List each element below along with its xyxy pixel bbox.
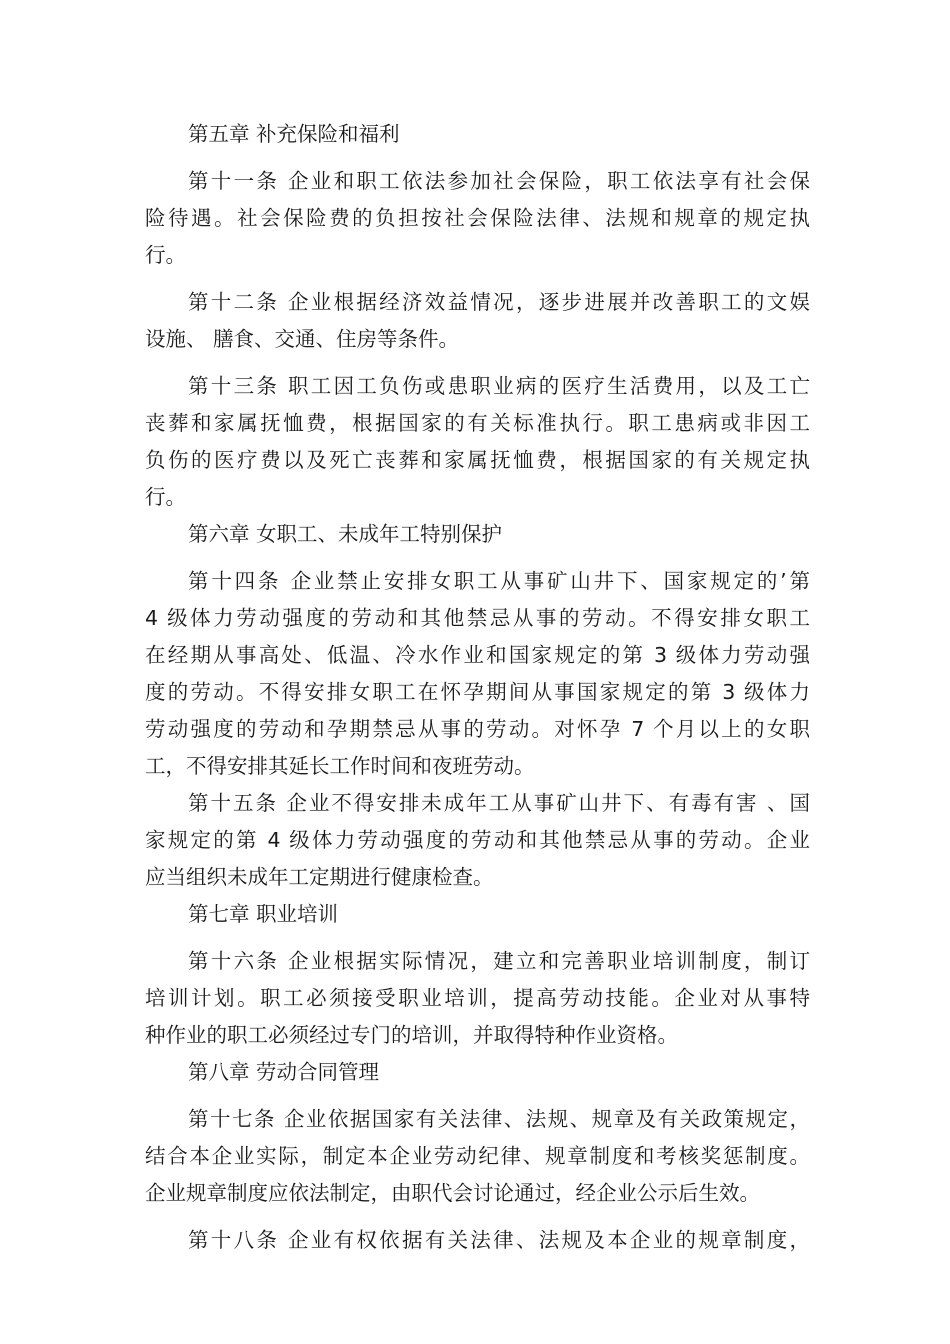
text-line: 设施、 膳食、交通、住房等条件。 bbox=[145, 327, 460, 351]
chapter-heading: 第七章 职业培训 bbox=[188, 902, 339, 926]
text-line: 行。 bbox=[145, 485, 186, 509]
text-line: 劳动强度的劳动和孕期禁忌从事的劳动。对怀孕 7 个月以上的女职 bbox=[145, 717, 810, 741]
text-line: 第十四条 企业禁止安排女职工从事矿山井下、国家规定的’第 bbox=[188, 569, 810, 593]
text-line: 种作业的职工必须经过专门的培训，并取得特种作业资格。 bbox=[145, 1023, 678, 1047]
text-line: 家规定的第 4 级体力劳动强度的劳动和其他禁忌从事的劳动。企业 bbox=[145, 828, 810, 852]
article-paragraph bbox=[145, 785, 810, 896]
text-line: 险待遇。社会保险费的负担按社会保险法律、法规和规章的规定执 bbox=[145, 206, 810, 230]
text-line: 丧葬和家属抚恤费，根据国家的有关标准执行。职工患病或非因工 bbox=[145, 411, 810, 435]
text-line: 结合本企业实际，制定本企业劳动纪律、规章制度和考核奖惩制度。 bbox=[145, 1144, 810, 1168]
text-line: 应当组织未成年工定期进行健康检查。 bbox=[145, 865, 494, 889]
chapter-heading: 第八章 劳动合同管理 bbox=[188, 1060, 380, 1084]
article-paragraph bbox=[145, 163, 810, 274]
text-line: 企业规章制度应依法制定，由职代会讨论通过，经企业公示后生效。 bbox=[145, 1181, 760, 1205]
text-line: 第十八条 企业有权依据有关法律、法规及本企业的规章制度， bbox=[188, 1228, 810, 1252]
chapter-heading: 第五章 补充保险和福利 bbox=[188, 122, 400, 146]
text-line: 4 级体力劳动强度的劳动和其他禁忌从事的劳动。不得安排女职工 bbox=[145, 606, 810, 630]
text-line: 第十五条 企业不得安排未成年工从事矿山井下、有毒有害 、国 bbox=[188, 791, 810, 815]
text-line: 工，不得安排其延长工作时间和夜班劳动。 bbox=[145, 754, 535, 778]
text-line: 度的劳动。不得安排女职工在怀孕期间从事国家规定的第 3 级体力 bbox=[145, 680, 810, 704]
article-paragraph bbox=[145, 1222, 810, 1259]
text-line: 负伤的医疗费以及死亡丧葬和家属抚恤费，根据国家的有关规定执 bbox=[145, 448, 810, 472]
text-line: 培训计划。职工必须接受职业培训，提高劳动技能。企业对从事特 bbox=[145, 986, 810, 1010]
document-page bbox=[145, 116, 810, 1259]
text-line: 第十七条 企业依据国家有关法律、法规、规章及有关政策规定， bbox=[188, 1107, 810, 1131]
article-paragraph bbox=[145, 284, 810, 358]
text-line: 行。 bbox=[145, 243, 186, 267]
text-line: 第十六条 企业根据实际情况，建立和完善职业培训制度，制订 bbox=[188, 949, 810, 973]
chapter-heading: 第六章 女职工、未成年工特别保护 bbox=[188, 522, 503, 546]
article-paragraph bbox=[145, 368, 810, 516]
article-paragraph bbox=[145, 563, 810, 785]
article-paragraph bbox=[145, 943, 810, 1054]
text-line: 第十三条 职工因工负伤或患职业病的医疗生活费用，以及工亡 bbox=[188, 374, 810, 398]
text-line: 在经期从事高处、低温、冷水作业和国家规定的第 3 级体力劳动强 bbox=[145, 643, 810, 667]
text-line: 第十一条 企业和职工依法参加社会保险，职工依法享有社会保 bbox=[188, 169, 810, 193]
article-paragraph bbox=[145, 1101, 810, 1212]
text-line: 第十二条 企业根据经济效益情况，逐步进展并改善职工的文娱 bbox=[188, 290, 810, 314]
